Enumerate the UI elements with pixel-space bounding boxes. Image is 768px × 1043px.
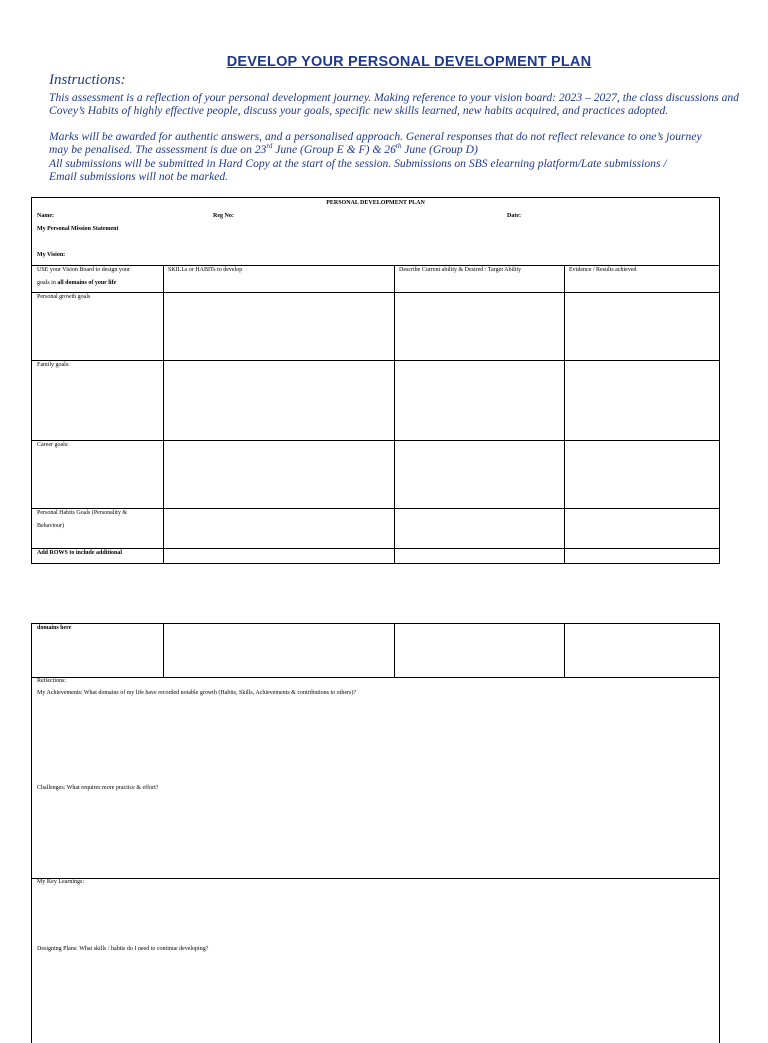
table-rule <box>163 265 164 563</box>
instructions-line: All submissions will be submitted in Hard Copy at the start of the session. Submissions on SBS elearning platform/Late submissions / <box>49 157 667 170</box>
header-line: USE your Vision Board to design your <box>37 267 130 273</box>
column-header-ability: Describe Current ability & Desired / Target Ability <box>399 267 522 273</box>
development-plan-table <box>31 197 720 564</box>
challenges-prompt[interactable]: Challenges: What requires more practice & effort? <box>37 785 159 791</box>
table-rule <box>32 878 719 879</box>
superscript: rd <box>266 142 273 151</box>
header-text: goals in <box>37 280 58 286</box>
reg-no-label[interactable]: Reg No: <box>213 213 234 219</box>
mission-statement-label[interactable]: My Personal Mission Statement <box>37 226 119 232</box>
superscript: th <box>395 142 402 151</box>
instructions-line: This assessment is a reflection of your personal development journey. Making reference to your vision board: 2023 – 2027, the class discussions and <box>49 91 739 104</box>
table-rule <box>564 265 565 563</box>
header-text-bold: all domains of your life <box>57 280 117 286</box>
row-label-line: Behaviour) <box>37 523 64 529</box>
due-text: June (Group D) <box>401 143 478 156</box>
continuation-table <box>31 623 720 1043</box>
reflections-label: Reflections: <box>37 678 66 684</box>
instructions-line <box>49 143 754 157</box>
instructions-line: Covey’s Habits of highly effective people, discuss your goals, specific new skills learned, new habits acquired, and practices adopted. <box>49 104 669 117</box>
row-label-personal-growth: Personal growth goals <box>37 294 91 300</box>
vision-label[interactable]: My Vision: <box>37 252 66 258</box>
instructions-heading: Instructions: <box>49 72 126 88</box>
domains-here-label: domains here <box>37 625 72 631</box>
row-label-personal-habits <box>32 507 163 532</box>
table-rule <box>32 548 719 549</box>
row-label-family: Family goals: <box>37 362 70 368</box>
table-rule <box>32 440 719 441</box>
table-rule <box>32 360 719 361</box>
table-rule <box>394 624 395 677</box>
table-rule <box>564 624 565 677</box>
column-header-evidence: Evidence / Results achieved <box>569 267 637 273</box>
table-rule <box>32 292 719 293</box>
column-header-goals <box>32 264 163 289</box>
row-label-add-rows: Add ROWS to include additional <box>37 550 123 556</box>
key-learnings-prompt[interactable]: My Key Learnings: <box>37 879 84 885</box>
table-heading: PERSONAL DEVELOPMENT PLAN <box>326 200 425 206</box>
instructions-line: Email submissions will not be marked. <box>49 170 229 183</box>
table-rule <box>32 508 719 509</box>
row-label-career: Career goals: <box>37 442 69 448</box>
table-rule <box>32 265 719 266</box>
page-title: DEVELOP YOUR PERSONAL DEVELOPMENT PLAN <box>226 54 592 70</box>
designing-plans-prompt[interactable]: Designing Plans: What skills / habits do I need to continue developing? <box>37 946 209 952</box>
row-label-line: Personal Habits Goals (Personality & <box>37 510 127 516</box>
instructions-line: Marks will be awarded for authentic answers, and a personalised approach. General responses that do not reflect relevance to one’s journey <box>49 130 702 143</box>
due-text: may be penalised. The assessment is due on 23 <box>49 143 267 156</box>
header-line <box>37 277 163 289</box>
due-text: June (Group E & F) & 26 <box>272 143 396 156</box>
column-header-skills: SKILLs or HABITs to develop <box>168 267 243 273</box>
achievements-prompt[interactable]: My Achievements: What domains of my life have recorded notable growth (Habits, Skills, Achievements & contributions to others)? <box>37 690 356 696</box>
table-rule <box>163 624 164 677</box>
date-label[interactable]: Date: <box>507 213 521 219</box>
table-rule <box>394 265 395 563</box>
name-label[interactable]: Name: <box>37 213 54 219</box>
table-rule <box>32 677 719 678</box>
